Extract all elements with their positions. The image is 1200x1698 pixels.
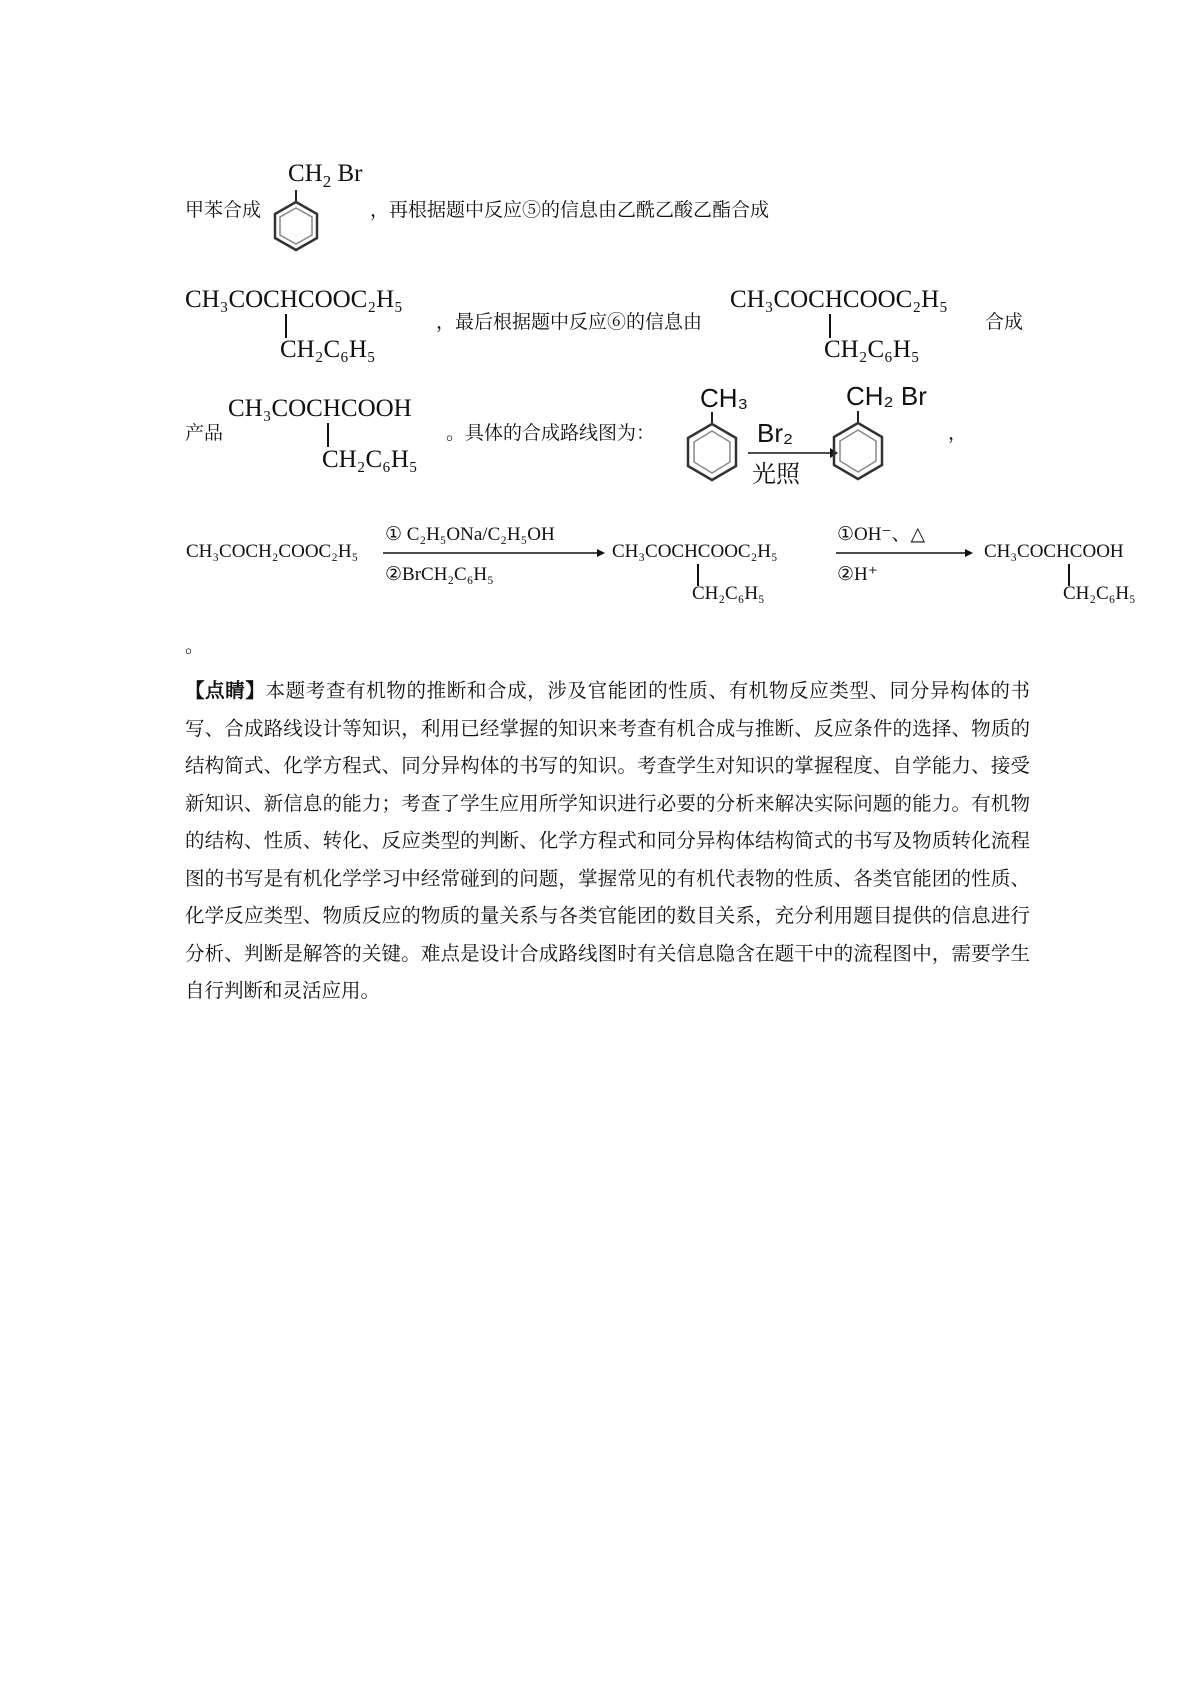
comment-body: 本题考查有机物的推断和合成，涉及官能团的性质、有机物反应类型、同分异构体的书写、合成路线设计等知识，利用已经掌握的知识来考查有机合成与推断、反应条件的选择、物质的结构简式、化学方程式、同分异构体的书写的知识。考查学生对知识的掌握程度、自学能力、接受新知识、新信息的能力；考查了学生应用所学知识进行必要的分析来解决实际问题的能力。有机物的结构、性质、转化、反应类型的判断、化学方程式和同分异构体结构简式的书写及物质转化流程图的书写是有机化学学习中经常碰到的问题，掌握常见的有机代表物的性质、各类官能团的性质、化学反应类型、物质反应的物质的量关系与各类官能团的数目关系，充分利用题目提供的信息进行分析、判断是解答的关键。难点是设计合成路线图时有关信息隐含在题干中的流程图中，需要学生自行判断和灵活应用。 (185, 679, 1030, 1002)
acid-bond (327, 423, 329, 447)
benzyl-bromide-label-2: CH₂ Br (846, 381, 927, 411)
reagent-top: Br₂ (757, 418, 794, 448)
ester-1-top: CH₃COCHCOOC₂H₅ (185, 286, 403, 313)
acid-top: CH₃COCHCOOH (228, 395, 412, 422)
line1-text-b: ，再根据题中反应⑤的信息由乙酰乙酸乙酯合成 (370, 199, 770, 221)
route-arrow-1-icon (383, 547, 605, 559)
reagent-bottom: 光照 (752, 460, 800, 488)
route-mid-top: CH₃COCHCOOC₂H₅ (612, 541, 778, 562)
comment-label: 【点睛】 (185, 679, 266, 702)
ester-2-top: CH₃COCHCOOC₂H₅ (730, 286, 948, 313)
ester-2-bond (829, 314, 831, 338)
route-step2-bottom: ②H⁺ (837, 564, 878, 585)
line3-comma: ， (948, 422, 968, 444)
toluene-benzene-icon (682, 412, 752, 492)
route-step1-bottom: ②BrCH₂C₆H₅ (385, 564, 494, 585)
reaction-arrow-icon (748, 447, 838, 459)
benzene-ring-icon (270, 190, 330, 260)
ester-1-bond (285, 314, 287, 338)
line3-text-a: 产品 (185, 422, 224, 444)
route-mid-bottom: CH₂C₆H₅ (692, 583, 765, 604)
route-arrow-2-icon (836, 547, 973, 559)
route-step2-top: ①OH⁻、△ (837, 524, 926, 545)
line3-text-b: 。具体的合成路线图为： (446, 422, 656, 444)
acid-bottom: CH₂C₆H₅ (322, 446, 418, 473)
route-step1-top: ① C₂H₅ONa/C₂H₅OH (385, 524, 555, 545)
benzyl-bromide-benzene-icon (828, 411, 898, 491)
benzyl-bromide-structure-1 (270, 160, 370, 260)
route-end-top: CH₃COCHCOOH (984, 541, 1124, 562)
route-end-bottom: CH₂C₆H₅ (1063, 583, 1136, 604)
route-period: 。 (185, 635, 205, 657)
line2-text-b: 合成 (985, 311, 1024, 333)
line1-text-a: 甲苯合成 (185, 199, 262, 221)
comment-paragraph (185, 672, 1030, 1010)
ester-2-bottom: CH₂C₆H₅ (824, 336, 920, 363)
line2-text-a: ，最后根据题中反应⑥的信息由 (436, 311, 703, 333)
route-start: CH₃COCH₂COOC₂H₅ (186, 541, 359, 562)
benzyl-bromide-label: $CH_2$ Br (288, 160, 363, 191)
ester-1-bottom: CH₂C₆H₅ (280, 336, 376, 363)
toluene-label: CH₃ (700, 383, 749, 413)
